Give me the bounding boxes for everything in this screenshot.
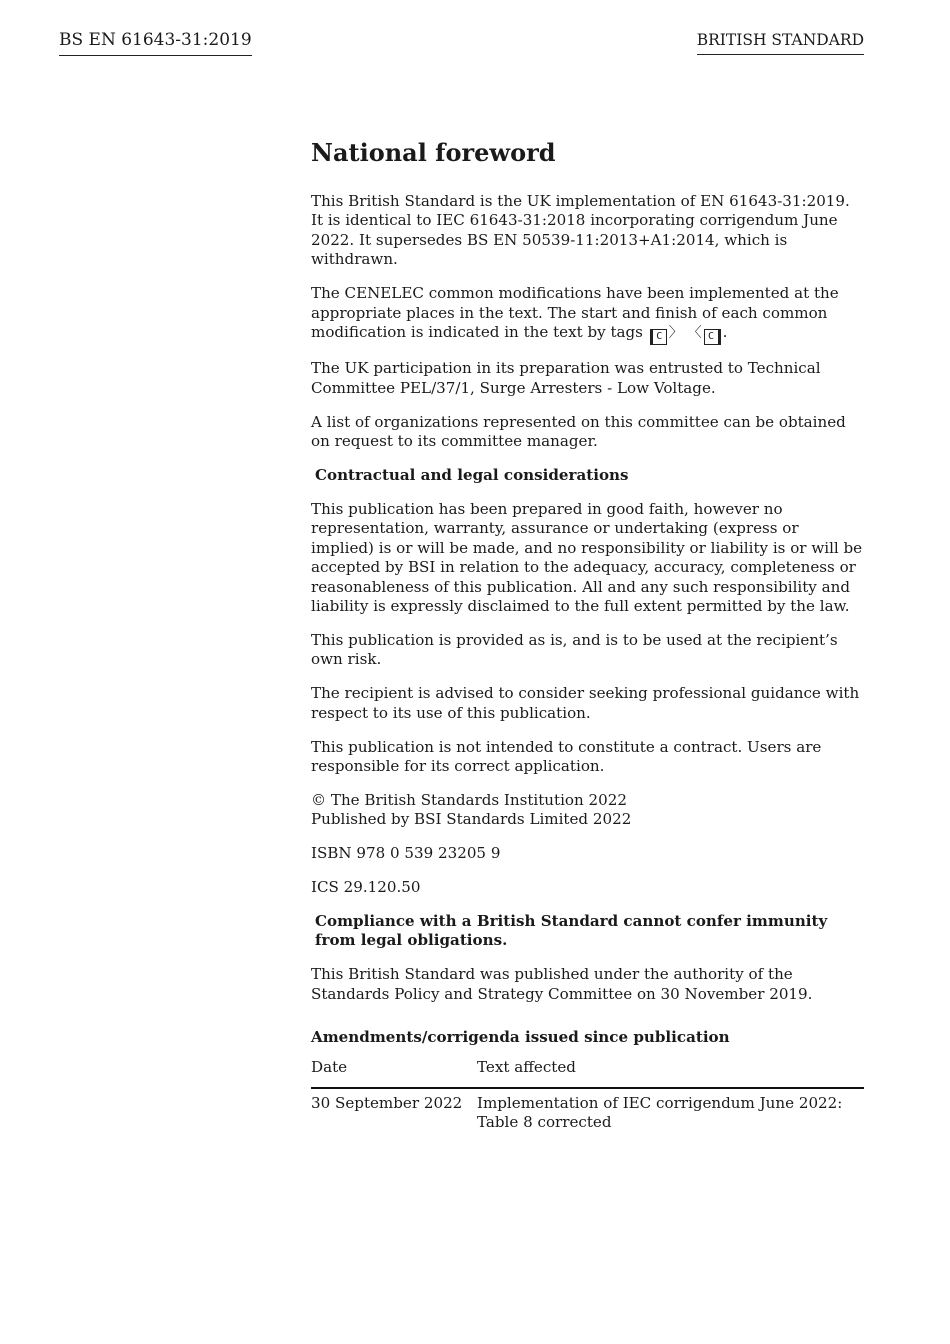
- column-header-text-affected: Text affected: [477, 1057, 576, 1076]
- paragraph-disclaimer: This publication has been prepared in good faith, however no representation, warranty, assurance or undertaking (express or implied) is or will be made, and no responsibility or liability is or will be accepted by BSI in relation to the adequacy, accuracy, completeness or reasonableness of this publication. All and any such responsibility and liability is expressly disclaimed to the full extent permitted by the law.: [311, 499, 863, 615]
- paragraph-guidance: The recipient is advised to consider seeking professional guidance with respect to its use of this publication.: [311, 684, 860, 722]
- paragraph-common-modifications: [311, 284, 866, 345]
- paragraph-committee: The UK participation in its preparation was entrusted to Technical Committee PEL/37/1, Surge Arresters - Low Voltage.: [311, 359, 821, 397]
- publisher-line: Published by BSI Standards Limited 2022: [311, 810, 632, 829]
- paragraph-own-risk: This publication is provided as is, and is to be used at the recipient’s own risk.: [311, 630, 838, 669]
- table-row: [311, 1088, 864, 1133]
- amendments-table: [311, 1058, 864, 1133]
- paragraph-implementation: This British Standard is the UK implementation of EN 61643-31:2019. It is identical to IEC 61643-31:2018 incorporating corrigendum June 2022. It supersedes BS EN 50539-11:2013+A1:2014, which is withdrawn.: [311, 192, 850, 269]
- copyright-line: © The British Standards Institution 2022: [311, 790, 627, 809]
- amendment-text: [477, 1088, 864, 1133]
- start-tag-arrow-icon: 〉: [668, 324, 683, 341]
- amendment-text-line1: Implementation of IEC corrigendum June 2022:: [477, 1093, 843, 1112]
- document-type: BRITISH STANDARD: [697, 31, 864, 55]
- isbn: ISBN 978 0 539 23205 9: [311, 844, 501, 863]
- foreword-body: [311, 138, 866, 1133]
- paragraph-end-period: .: [722, 322, 728, 341]
- amendment-date: 30 September 2022: [311, 1093, 463, 1112]
- heading-compliance: Compliance with a British Standard cannot confer immunity from legal obligations.: [315, 911, 828, 950]
- amendment-text-line2: Table 8 corrected: [477, 1113, 612, 1132]
- copyright-block: [311, 791, 866, 830]
- document-id: BS EN 61643-31:2019: [59, 30, 252, 56]
- amendments-header-row: [311, 1058, 864, 1088]
- column-header-date: Date: [311, 1057, 348, 1076]
- end-tag-icon: C: [704, 329, 721, 345]
- paragraph-authority: This British Standard was published under the authority of the Standards Policy and Strategy Committee on 30 November 2019.: [311, 965, 813, 1003]
- start-tag-icon: C: [650, 329, 667, 345]
- paragraph-common-modifications-text: The CENELEC common modifications have been implemented at the appropriate places in the text. The start and finish of each common modification is indicated in the text by tags: [311, 284, 839, 341]
- amendments-title: Amendments/corrigenda issued since publication: [311, 1028, 730, 1047]
- end-tag-arrow-icon: 〈: [687, 324, 702, 341]
- ics: ICS 29.120.50: [311, 878, 421, 897]
- page-title: National foreword: [311, 138, 556, 167]
- paragraph-not-contract: This publication is not intended to constitute a contract. Users are responsible for its correct application.: [311, 737, 822, 775]
- paragraph-organizations: A list of organizations represented on this committee can be obtained on request to its committee manager.: [311, 412, 846, 451]
- heading-contractual: Contractual and legal considerations: [315, 466, 629, 485]
